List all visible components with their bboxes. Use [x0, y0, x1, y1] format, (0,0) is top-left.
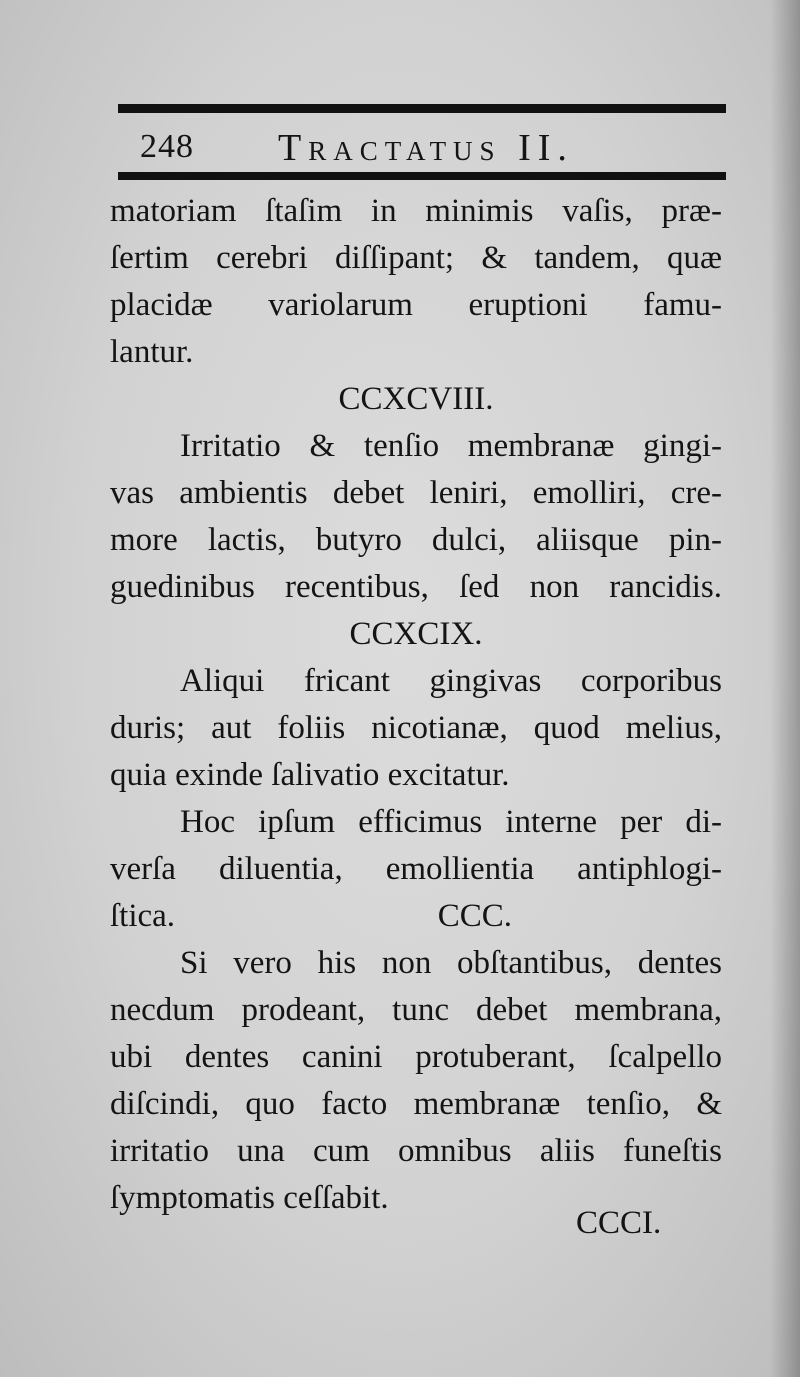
page-number: 248 — [140, 128, 194, 165]
text-line: vas ambientis debet leniri, emolliri, cre- — [110, 475, 722, 511]
section-number: CCXCVIII. — [338, 381, 494, 417]
text-line: matoriam ſtaſim in minimis vaſis, præ- — [110, 193, 722, 229]
text-line: more lactis, butyro dulci, aliisque pin- — [110, 522, 722, 558]
text-line: guedinibus recentibus, ſed non rancidis. — [110, 569, 722, 605]
catchword: CCCI. — [576, 1205, 662, 1241]
header-rule-bottom — [118, 172, 726, 180]
text-line: ſtica. — [110, 898, 176, 934]
running-head: Tractatus II. — [278, 127, 574, 169]
text-line: Hoc ipſum efficimus interne per di- — [180, 804, 722, 840]
text-line: ubi dentes canini protuberant, ſcalpello — [110, 1039, 722, 1075]
text-line: duris; aut foliis nicotianæ, quod melius, — [110, 710, 722, 746]
text-line: Si vero his non obſtantibus, dentes — [180, 945, 722, 981]
text-line: lantur. — [110, 334, 194, 370]
text-line: Irritatio & tenſio membranæ gingi- — [180, 428, 722, 464]
text-line: ſertim cerebri diſſipant; & tandem, quæ — [110, 240, 722, 276]
text-line: ſymptomatis ceſſabit. — [110, 1180, 389, 1216]
text-line: irritatio una cum omnibus aliis funeſtis — [110, 1133, 722, 1169]
text-line: diſcindi, quo facto membranæ tenſio, & — [110, 1086, 722, 1122]
text-line: necdum prodeant, tunc debet membrana, — [110, 992, 722, 1028]
section-number: CCC. — [437, 898, 512, 934]
text-line: placidæ variolarum eruptioni famu- — [110, 287, 722, 323]
page-header — [140, 118, 700, 170]
text-line-with-section — [110, 893, 722, 940]
text-line: quia exinde ſalivatio excitatur. — [110, 757, 510, 793]
page-edge-shadow — [770, 0, 800, 1377]
text-line: Aliqui fricant gingivas corporibus — [180, 663, 722, 699]
header-rule-top — [118, 104, 726, 113]
section-number: CCXCIX. — [349, 616, 483, 652]
body-text — [110, 188, 722, 1222]
text-line: verſa diluentia, emollientia antiphlogi- — [110, 851, 722, 887]
